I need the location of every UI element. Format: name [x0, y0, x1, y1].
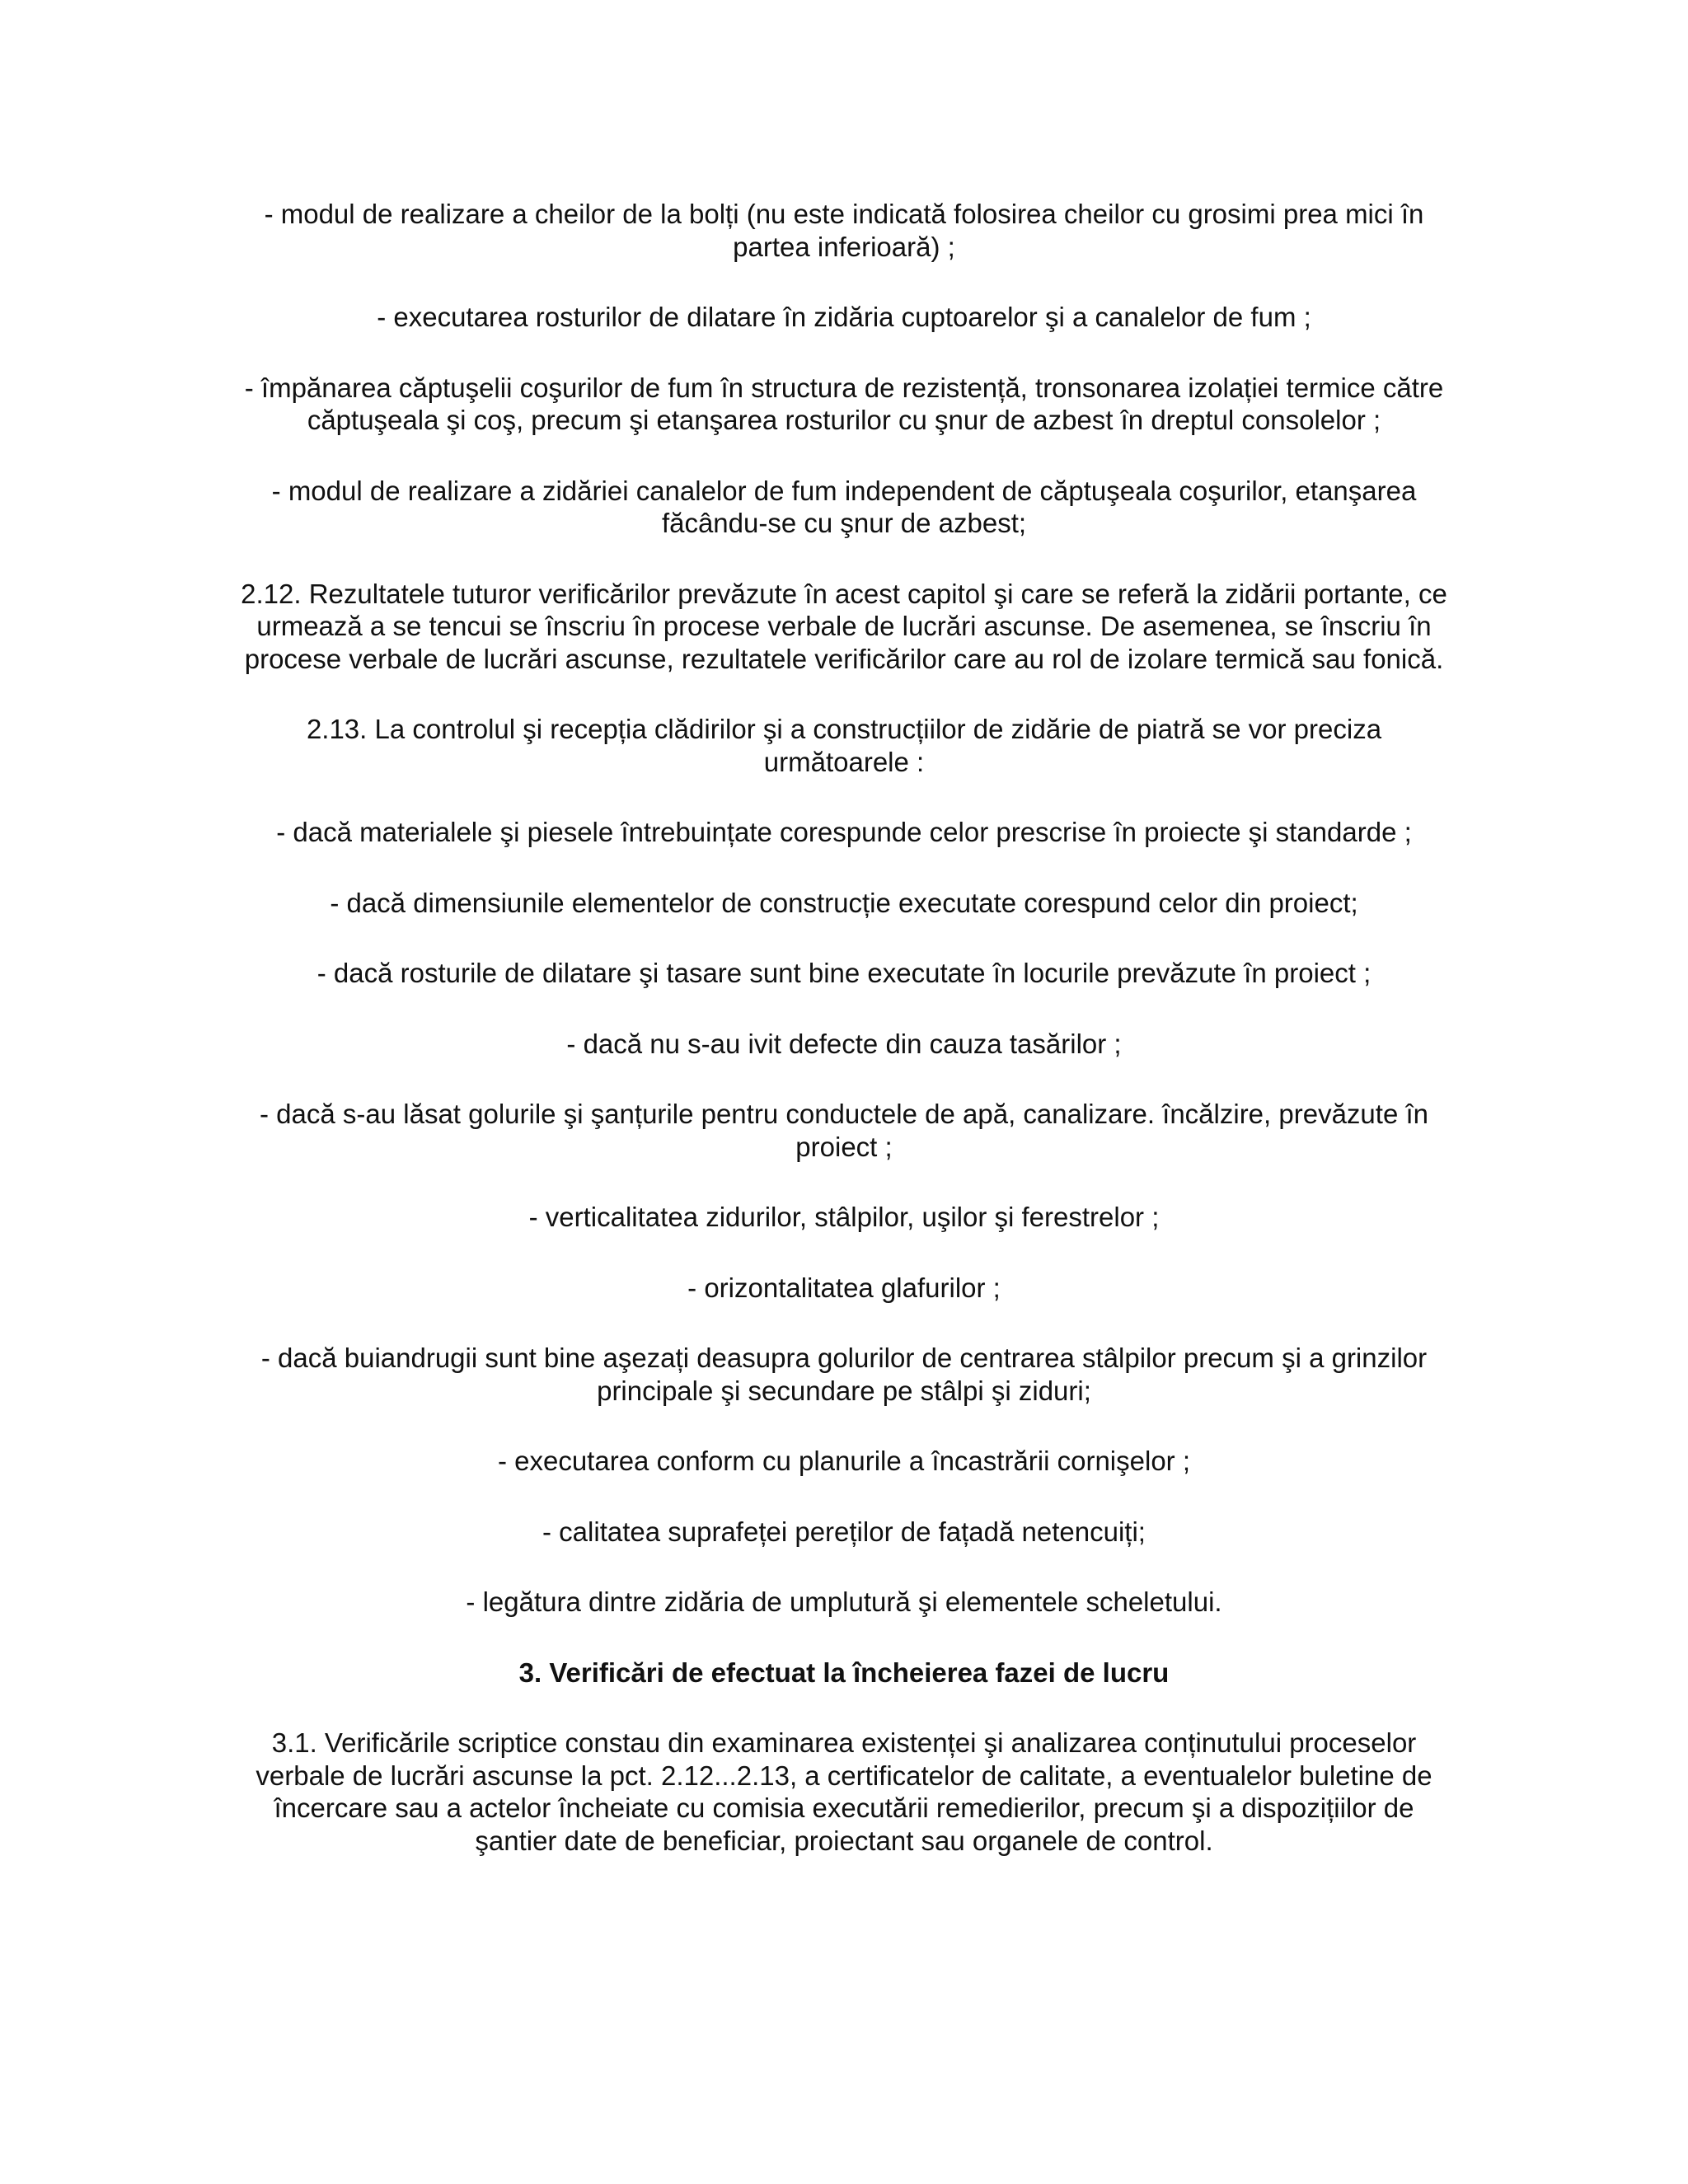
- section-heading: 3. Verificări de efectuat la încheierea fazei de lucru: [518, 1657, 1170, 1688]
- paragraph-vault-keys: - modul de realizare a cheilor de la bolți (nu este indicată folosirea cheilor cu grosimi prea mici în partea inferioară) ;: [264, 199, 1424, 262]
- list-item-materials: - dacă materialele şi piesele întrebuințate corespunde celor prescrise în proiecte şi standarde ;: [276, 817, 1412, 847]
- paragraph-2-12: 2.12. Rezultatele tuturor verificărilor prevăzute în acest capitol şi care se referă la zidării portante, ce urmează a se tencui se înscriu în procese verbale de lucrări ascunse. De asemenea, se înscriu în procese verbale de lucrări ascunse, rezultatele verificărilor care au rol de izolare termică sau fonică.: [241, 578, 1447, 674]
- list-item-dimensions: - dacă dimensiunile elementelor de construcție executate corespund celor din proiect;: [330, 887, 1358, 918]
- list-item-lintels: - dacă buiandrugii sunt bine aşezați deasupra golurilor de centrarea stâlpilor precum şi a grinzilor principale şi secundare pe stâlpi şi ziduri;: [260, 1343, 1428, 1406]
- list-item-verticality: - verticalitatea zidurilor, stâlpilor, uşilor şi ferestrelor ;: [528, 1202, 1160, 1232]
- list-item-facade-quality: - calitatea suprafeței pereților de fațadă netencuiți;: [542, 1516, 1146, 1547]
- paragraph-expansion-joints: - executarea rosturilor de dilatare în zidăria cuptoarelor şi a canalelor de fum ;: [377, 302, 1311, 332]
- paragraph-chimney-lining: - împănarea căptuşelii coşurilor de fum în structura de rezistență, tronsonarea izolației termice către căptuşeala şi coş, precum şi etanşarea rosturilor cu şnur de azbest în dreptul consolelor ;: [244, 372, 1444, 435]
- list-item-cornices: - executarea conform cu planurile a încastrării cornişelor ;: [497, 1446, 1191, 1476]
- paragraph-flue-masonry: - modul de realizare a zidăriei canalelor de fum independent de căptuşeala coşurilor, etanşarea făcându-se cu şnur de azbest;: [271, 475, 1417, 538]
- paragraph-3-1: 3.1. Verificările scriptice constau din examinarea existenței şi analizarea conținutului proceselor verbale de lucrări ascunse la pct. 2.12...2.13, a certificatelor de calitate, a eventualelor buletine de încercare sau a actelor încheiate cu comisia executării remedierilor, precum şi a dispozițiilor de şantier date de beneficiar, proiectant sau organele de control.: [256, 1727, 1432, 1856]
- list-item-horizontality: - orizontalitatea glafurilor ;: [687, 1272, 1001, 1303]
- paragraph-2-13: 2.13. La controlul şi recepția clădirilor şi a construcțiilor de zidărie de piatră se vor preciza următoarele :: [306, 714, 1382, 777]
- document-page: [239, 198, 1449, 1895]
- list-item-openings: - dacă s-au lăsat golurile şi şanțurile pentru conductele de apă, canalizare. încălzire, prevăzute în proiect ;: [260, 1099, 1428, 1162]
- list-item-infill-bond: - legătura dintre zidăria de umplutură şi elementele scheletului.: [466, 1586, 1222, 1617]
- list-item-joints: - dacă rosturile de dilatare şi tasare sunt bine executate în locurile prevăzute în proiect ;: [316, 958, 1372, 988]
- list-item-settlement-defects: - dacă nu s-au ivit defecte din cauza tasărilor ;: [566, 1028, 1122, 1059]
